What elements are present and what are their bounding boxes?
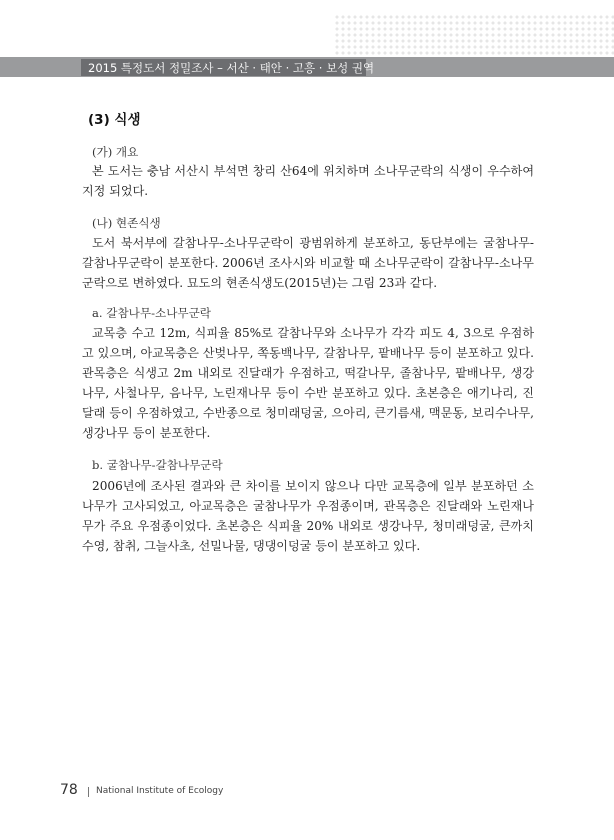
running-header-title: 2015 특정도서 정밀조사 – 서산 · 태안 · 고흥 · 보성 권역 xyxy=(88,61,375,75)
section-title: (3) 식생 xyxy=(88,112,141,128)
community-heading-b: b. 굴참나무-갈참나무군락 xyxy=(92,458,223,472)
community-b-text: 2006년에 조사된 결과와 큰 차이를 보이지 않으나 다만 교목층에 일부 분포하던 소나무가 고사되었고, 아교목층은 굴참나무가 우점종이며, 관목층은 진달래와 노린재나무가 주요 우점종이었다. 초본층은 식피율 20% 내외로 생강나무, 청미래덩굴, 큰까치수영, 참취, 그늘사초, 선밀나물, 댕댕이덩굴 등이 분포하고 있다. xyxy=(82,479,534,553)
community-heading-a: a. 갈참나무-소나무군락 xyxy=(92,306,211,320)
community-b-paragraph xyxy=(82,476,534,556)
overview-text: 본 도서는 충남 서산시 부석면 창리 산64에 위치하며 소나무군락의 식생이 우수하여 지정 되었다. xyxy=(82,164,534,198)
footer-organization: National Institute of Ecology xyxy=(96,786,224,796)
footer-divider xyxy=(88,787,89,797)
community-a-text: 교목층 수고 12m, 식피율 85%로 갈참나무와 소나무가 각각 피도 4, 3으로 우점하고 있으며, 아교목층은 산벚나무, 쪽동백나무, 갈참나무, 팥배나무 등이 분포하고 있다. 관목층은 식생고 2m 내외로 진달래가 우점하고, 떡갈나무, 졸참나무, 팥배나무, 생강나무, 사철나무, 음나무, 노린재나무 등이 수반 분포하고 있다. 초본층은 애기나리, 진달래 등이 우점하였고, 수반종으로 청미래덩굴, 으아리, 큰기름새, 맥문동, 보리수나무, 생강나무 등이 분포한다. xyxy=(82,326,534,440)
overview-paragraph xyxy=(82,161,534,201)
current-vegetation-text: 도서 북서부에 갈참나무-소나무군락이 광범위하게 분포하고, 동단부에는 굴참나무-갈참나무군락이 분포한다. 2006년 조사시와 비교할 때 소나무군락이 갈참나무-소나무군락으로 변하였다. 묘도의 현존식생도(2015년)는 그림 23과 같다. xyxy=(82,236,534,290)
header-dot-pattern xyxy=(334,14,614,56)
page-number: 78 xyxy=(60,782,78,798)
current-vegetation-paragraph xyxy=(82,233,534,293)
subsection-heading-overview: (가) 개요 xyxy=(92,145,139,159)
community-a-paragraph xyxy=(82,323,534,443)
subsection-heading-current-vegetation: (나) 현존식생 xyxy=(92,216,161,230)
